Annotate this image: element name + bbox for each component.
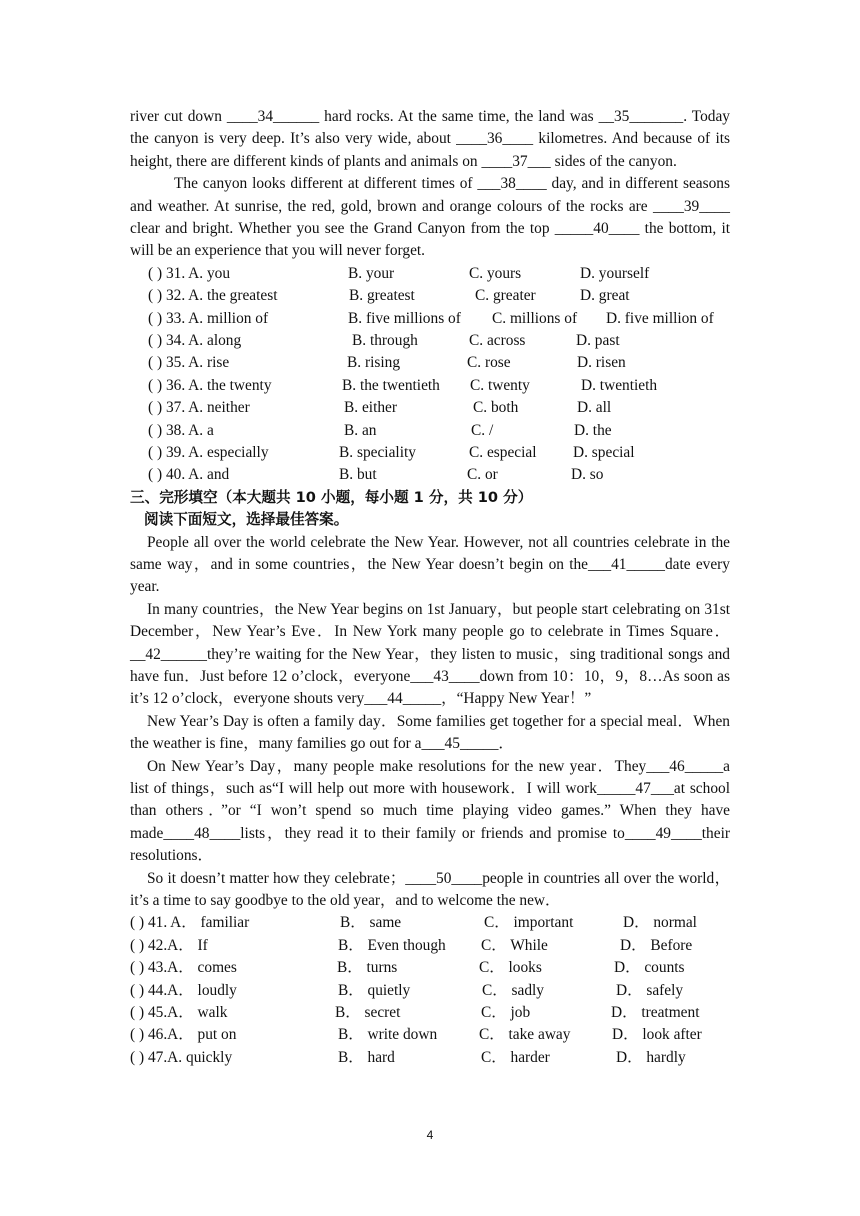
question-47: ( ) 47.A. quickly B． hard C． harder D． hardly <box>130 1048 686 1066</box>
document-page <box>130 106 730 1069</box>
question-32: ( ) 32. A. the greatest B. greatest C. greater D. great <box>148 287 630 305</box>
question-34: ( ) 34. A. along B. through C. across D. past <box>148 332 620 350</box>
question-44: ( ) 44.A． loudly B． quietly C． sadly D． safely <box>130 981 684 999</box>
question-39: ( ) 39. A. especially B. speciality C. especial D. special <box>148 443 635 461</box>
passage2-paragraph-3: New Year’s Day is often a family day．Some families get together for a special meal．When the weather is fine，many families go out for a___45_____． <box>130 712 730 753</box>
question-38: ( ) 38. A. a B. an C. / D. the <box>148 421 612 439</box>
question-35: ( ) 35. A. rise B. rising C. rose D. risen <box>148 354 626 372</box>
question-40: ( ) 40. A. and B. but C. or D. so <box>148 466 604 484</box>
page-number: 4 <box>426 1128 434 1142</box>
section3-title: 三、完形填空（本大题共 10 小题，每小题 1 分，共 10 分） <box>130 488 533 506</box>
section3-instruction: 阅读下面短文，选择最佳答案。 <box>144 511 349 529</box>
passage2-paragraph-2: In many countries，the New Year begins on 1st January，but people start celebrating on 31st December，New Year’s Eve．In New York many people go to celebrate in Times Square．__42______they’re waiting for the New Year，they listen to music，sing traditional songs and have fun．Just before 12 o’clock，everyone___43____down from 10：10，9，8…As soon as it’s 12 o’clock，everyone shouts very___44_____，“Happy New Year！” <box>130 600 730 708</box>
question-36: ( ) 36. A. the twenty B. the twentieth C. twenty D. twentieth <box>148 376 658 394</box>
passage1-paragraph-2: The canyon looks different at different times of ___38____ day, and in different seasons and weather. At sunrise, the red, gold, brown and orange colours of the rocks are ____39____ clear and bright. Whether you see the Grand Canyon from the top _____40____ the bottom, it will be an experience that you will never forget. <box>130 175 730 260</box>
passage1-paragraph-1: river cut down ____34______ hard rocks. At the same time, the land was __35_______. Today the canyon is very deep. It’s also very wide, about ____36____ kilometres. And because of its height, there are different kinds of plants and animals on ____37___ sides of the canyon. <box>130 108 730 170</box>
question-45: ( ) 45.A． walk B． secret C． job D． treatment <box>130 1004 700 1022</box>
question-31: ( ) 31. A. you B. your C. yours D. yourself <box>148 264 650 282</box>
question-33: ( ) 33. A. million of B. five millions of C. millions of D. five million of <box>148 309 714 327</box>
passage2-paragraph-1: People all over the world celebrate the New Year. However, not all countries celebrate in the same way，and in some countries，the New Year doesn’t begin on the___41_____date every year. <box>130 533 730 596</box>
questions2-list <box>130 912 730 1069</box>
question-37: ( ) 37. A. neither B. either C. both D. all <box>148 399 612 417</box>
question-42: ( ) 42.A． If B． Even though C． While D． Before <box>130 936 693 954</box>
question-41: ( ) 41. A． familiar B． same C． important D． normal <box>130 914 697 932</box>
passage2-paragraph-4: On New Year’s Day，many people make resolutions for the new year．They___46_____a list of things，such as“I will help out more with housework．I will work_____47___at school than others．”or “I won’t spend so much time playing video games.” When they have made____48____lists，they read it to their family or friends and promise to____49____their resolutions． <box>130 757 730 865</box>
passage2-paragraph-5: So it doesn’t matter how they celebrate；____50____people in countries all over the world，it’s a time to say goodbye to the old year，and to welcome the new． <box>130 869 730 910</box>
question-46: ( ) 46.A． put on B． write down C． take away D． look after <box>130 1026 702 1044</box>
questions1-list <box>130 263 730 487</box>
question-43: ( ) 43.A． comes B． turns C． looks D． counts <box>130 959 685 977</box>
